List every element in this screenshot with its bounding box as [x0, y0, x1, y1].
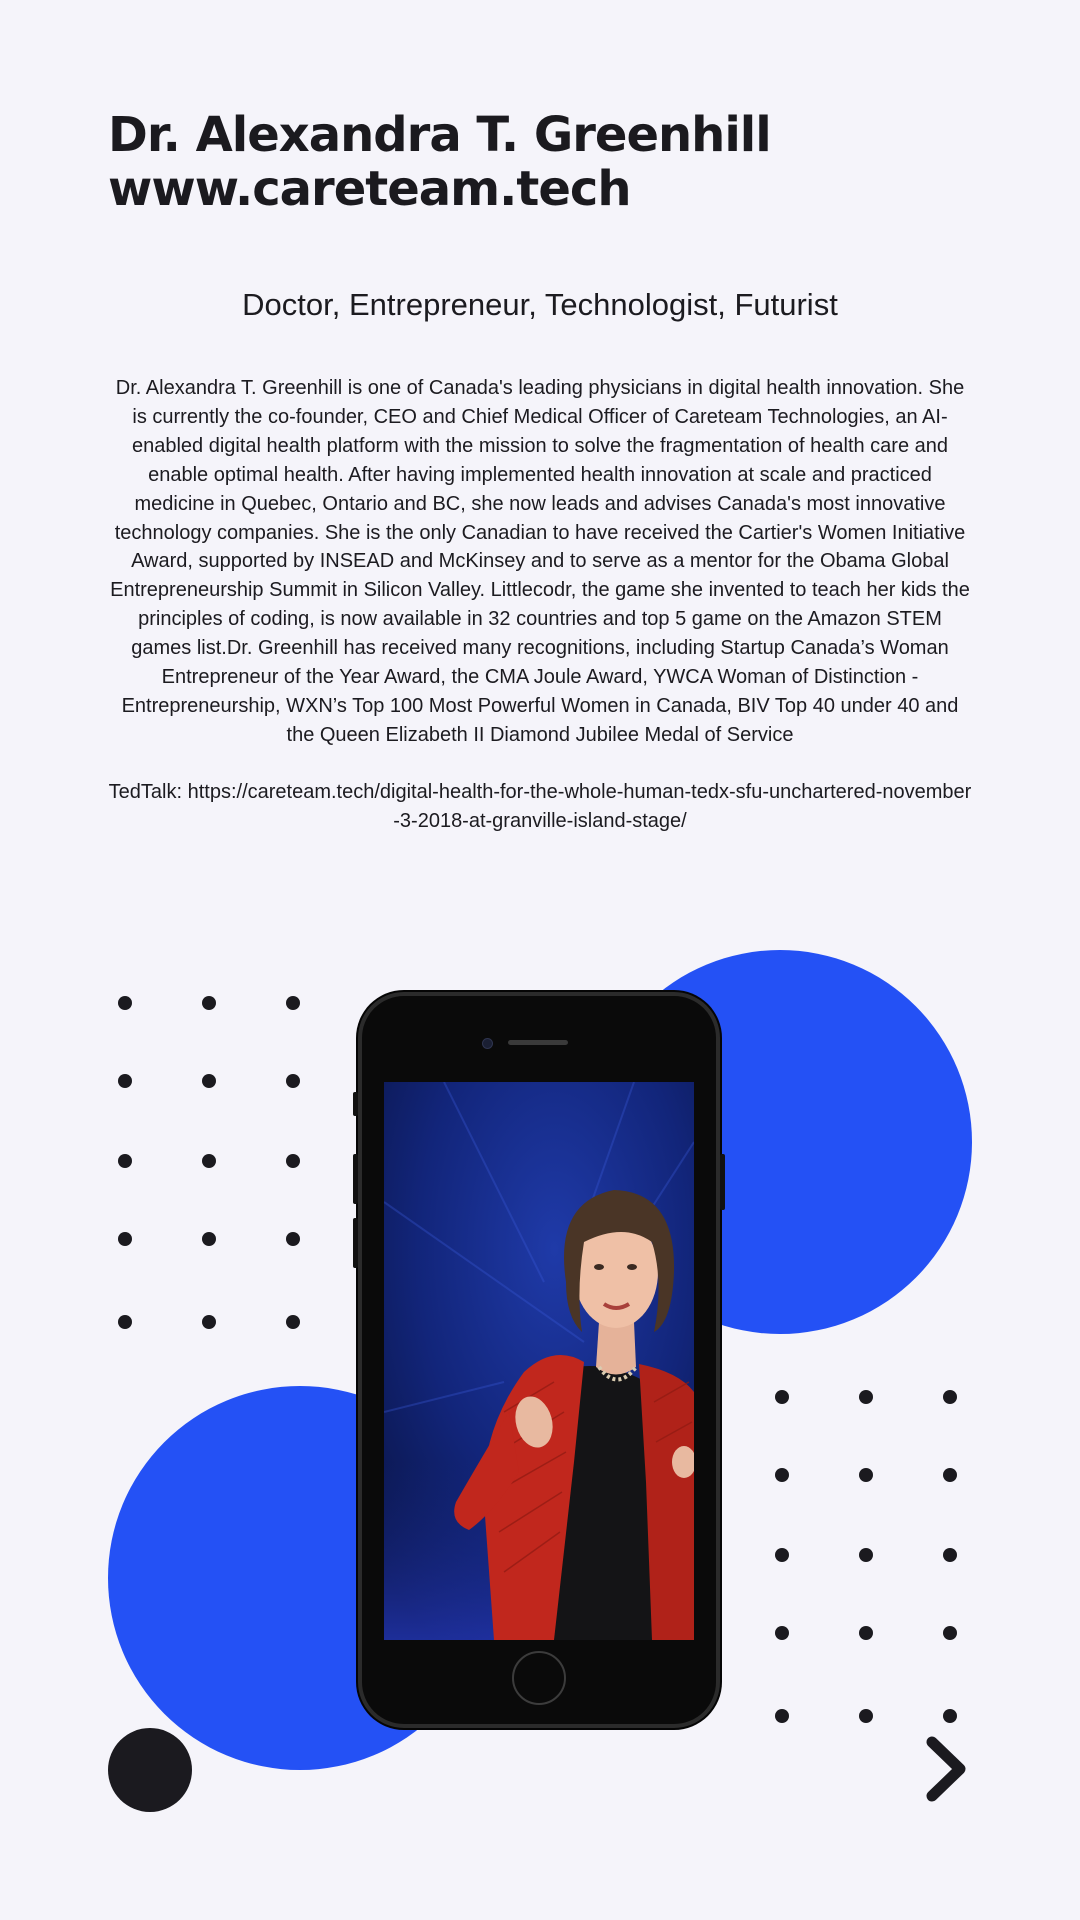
speaker-photo	[384, 1082, 694, 1640]
phone-speaker	[508, 1040, 568, 1045]
phone-camera	[482, 1038, 493, 1049]
chevron-right-icon	[916, 1732, 976, 1806]
previous-slide-button[interactable]	[108, 1728, 192, 1812]
phone-home-button	[512, 1651, 566, 1705]
phone-volume-down	[353, 1218, 358, 1268]
bio-paragraph: Dr. Alexandra T. Greenhill is one of Canada's leading physicians in digital health innovation. She is currently the co-founder, CEO and Chief Medical Officer of Careteam Technologies, an AI-enabled digital health platform with the mission to solve the fragmentation of health care and enable optimal health. After having implemented health innovation at scale and practiced medicine in Quebec, Ontario and BC, she now leads and advises Canada's most innovative technology companies. She is the only Canadian to have received the Cartier's Women Initiative Award, supported by INSEAD and McKinsey and to serve as a mentor for the Obama Global Entrepreneurship Summit in Silicon Valley. Littlecodr, the game she invented to teach her kids the principles of coding, is now available in 32 countries and top 5 game on the Amazon STEM games list.Dr. Greenhill has received many recognitions, including Startup Canada’s Woman Entrepreneur of the Year Award, the CMA Joule Award, YWCA Woman of Distinction - Entrepreneurship, WXN’s Top 100 Most Powerful Women in Canada, BIV Top 40 under 40 and the Queen Elizabeth II Diamond Jubilee Medal of Service	[110, 377, 970, 746]
website-link[interactable]: www.careteam.tech	[108, 161, 631, 217]
phone-power-button	[720, 1154, 725, 1210]
tedtalk-link[interactable]: TedTalk: https://careteam.tech/digital-health-for-the-whole-human-tedx-sfu-unchartered-november-3-2018-at-granville-island-stage/	[108, 781, 972, 832]
dot-grid-right	[775, 1390, 957, 1723]
next-slide-button[interactable]	[916, 1732, 976, 1806]
phone-volume-up	[353, 1154, 358, 1204]
person-name: Dr. Alexandra T. Greenhill	[108, 107, 771, 163]
speaker-photo-illustration	[384, 1082, 694, 1640]
phone-mute-switch	[353, 1092, 358, 1116]
subtitle: Doctor, Entrepreneur, Technologist, Futurist	[242, 287, 838, 322]
phone-mockup	[358, 992, 720, 1728]
dot-grid-left	[118, 996, 300, 1329]
